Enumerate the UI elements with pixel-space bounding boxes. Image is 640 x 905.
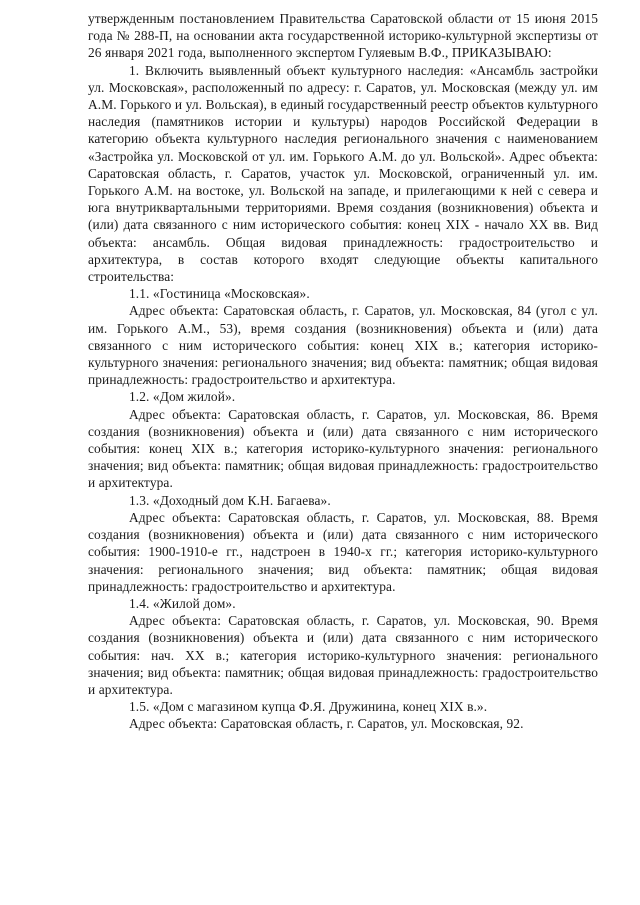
paragraph-item-1-2-title: 1.2. «Дом жилой». — [129, 389, 236, 405]
paragraph-item-1: 1. Включить выявленный объект культурного наследия: «Ансамбль застройки ул. Московская», расположенный по адресу: г. Саратов, ул. Московская (между ул. им А.М. Горького и ул. Вольская), в единый государственный реестр объектов культурного наследия (памятников истории и культуры) народов Российской Федерации в категорию объекта культурного наследия регионального значения с наименованием «Застройка ул. Московской от ул. им. Горького А.М. до ул. Вольской». Адрес объекта: Саратовская область, г. Саратов, участок ул. Московской, ограниченный ул. им. Горького А.М. на востоке, ул. Вольской на западе, и прилегающими к ней с севера и юга внутриквартальными территориями. Время создания (возникновения) объекта и (или) дата связанного с ним исторического события: конец XIX - начало XX вв. Вид объекта: ансамбль. Общая видовая принадлежность: градостроительство и архитектура, в состав которого входят следующие объекты капитального строительства: — [88, 62, 598, 285]
paragraph-item-1-3-address: Адрес объекта: Саратовская область, г. Саратов, ул. Московская, 88. Время создания (возникновения) объекта и (или) дата связанного с ним исторического события: 1900-1910-е гг., надстроен в 1940-х гг.; категория историко-культурного значения: регионального значения; вид объекта: памятник; общая видовая принадлежность: градостроительство и архитектура. — [88, 509, 598, 594]
paragraph-item-1-5-address: Адрес объекта: Саратовская область, г. Саратов, ул. Московская, 92. — [129, 716, 524, 732]
paragraph-item-1-1-address: Адрес объекта: Саратовская область, г. Саратов, ул. Московская, 84 (угол с ул. им. Горького А.М., 53), время создания (возникновения) объекта и (или) дата связанного с ним исторического события: конец XIX в.; категория историко-культурного значения: регионального значения; вид объекта: памятник; общая видовая принадлежность: градостроительство и архитектура. — [88, 303, 598, 388]
paragraph-item-1-4-title: 1.4. «Жилой дом». — [129, 595, 236, 611]
paragraph-item-1-3-title: 1.3. «Доходный дом К.Н. Багаева». — [129, 492, 331, 508]
document-body — [88, 10, 598, 733]
paragraph-item-1-5-title: 1.5. «Дом с магазином купца Ф.Я. Дружинина, конец XIX в.». — [129, 699, 488, 715]
paragraph-preamble: утвержденным постановлением Правительства Саратовской области от 15 июня 2015 года № 288-П, на основании акта государственной историко-культурной экспертизы от 26 января 2021 года, выполненного экспертом Гуляевым В.Ф., ПРИКАЗЫВАЮ: — [88, 11, 598, 61]
paragraph-item-1-1-title: 1.1. «Гостиница «Московская». — [129, 286, 310, 302]
paragraph-item-1-2-address: Адрес объекта: Саратовская область, г. Саратов, ул. Московская, 86. Время создания (возникновения) объекта и (или) дата связанного с ним исторического события: конец XIX в.; категория историко-культурного значения: регионального значения; вид объекта: памятник; общая видовая принадлежность: градостроительство и архитектура. — [88, 406, 598, 491]
paragraph-item-1-4-address: Адрес объекта: Саратовская область, г. Саратов, ул. Московская, 90. Время создания (возникновения) объекта и (или) дата связанного с ним исторического события: нач. XX в.; категория историко-культурного значения: регионального значения; вид объекта: памятник; общая видовая принадлежность: градостроительство и архитектура. — [88, 613, 598, 697]
